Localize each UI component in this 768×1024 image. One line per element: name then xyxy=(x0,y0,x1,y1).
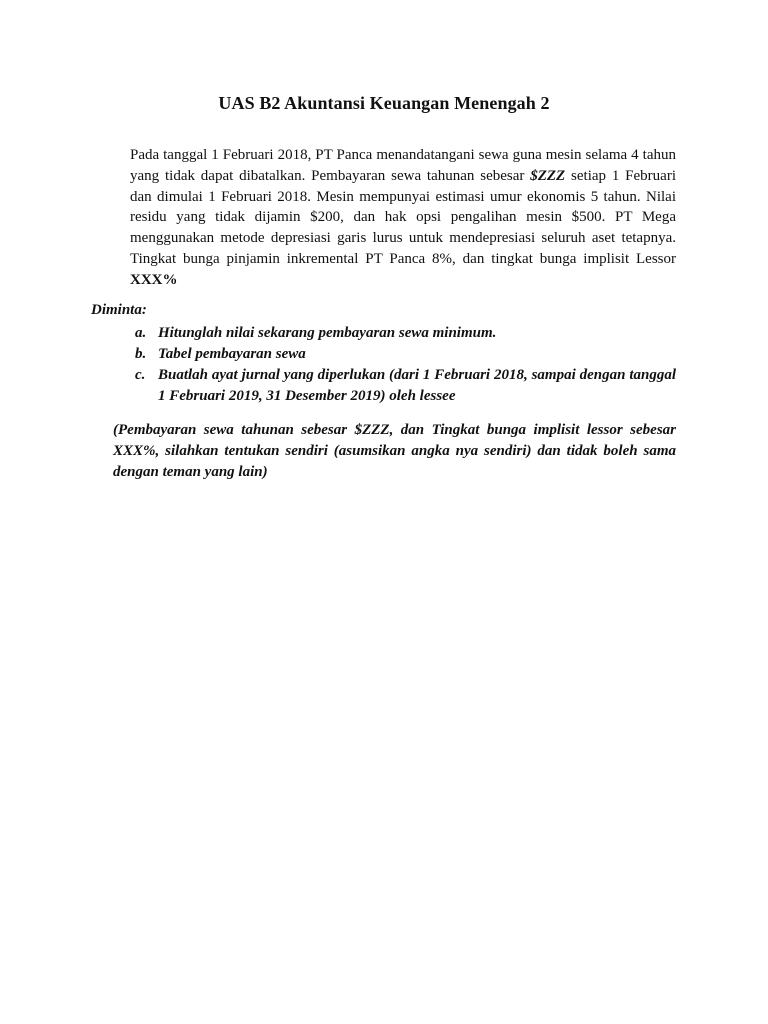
case-text-part-2: setiap 1 Februari dan dimulai 1 Februari 2018. Mesin mempunyai estimasi umur ekonomis 5 tahun. Nilai residu yang tidak dijamin $200, dan hak opsi pengalihan mesin $500. PT Mega menggunakan metode depresiasi garis lurus untuk mendepresiasi seluruh aset tetapnya. Tingkat bunga pinjamin inkremental PT Panca 8%, dan tingkat bunga implisit Lessor xyxy=(130,167,676,267)
task-item xyxy=(135,323,676,344)
required-heading: Diminta: xyxy=(91,302,147,318)
task-marker: c. xyxy=(135,367,146,383)
task-list xyxy=(135,323,676,407)
case-text-part-1: Pada tanggal 1 Februari 2018, PT Panca menandatangani sewa guna mesin selama 4 tahun yang tidak dapat dibatalkan. Pembayaran sewa tahunan sebesar xyxy=(130,147,676,184)
task-text: Tabel pembayaran sewa xyxy=(158,346,306,362)
task-marker: a. xyxy=(135,325,147,341)
implicit-rate: XXX% xyxy=(130,271,178,288)
instruction-note: (Pembayaran sewa tahunan sebesar $ZZZ, dan Tingkat bunga implisit lessor sebesar XXX%, silahkan tentukan sendiri (asumsikan angka nya sendiri) dan tidak boleh sama dengan teman yang lain) xyxy=(113,422,676,480)
payment-amount: $ZZZ xyxy=(530,167,566,184)
task-item xyxy=(135,365,676,407)
page-title: UAS B2 Akuntansi Keuangan Menengah 2 xyxy=(218,93,550,113)
task-text: Hitunglah nilai sekarang pembayaran sewa minimum. xyxy=(158,325,497,341)
task-text: Buatlah ayat jurnal yang diperlukan (dari 1 Februari 2018, sampai dengan tanggal 1 Februari 2019, 31 Desember 2019) oleh lessee xyxy=(158,367,676,404)
task-item xyxy=(135,344,676,365)
task-marker: b. xyxy=(135,346,147,362)
case-paragraph xyxy=(130,145,676,291)
